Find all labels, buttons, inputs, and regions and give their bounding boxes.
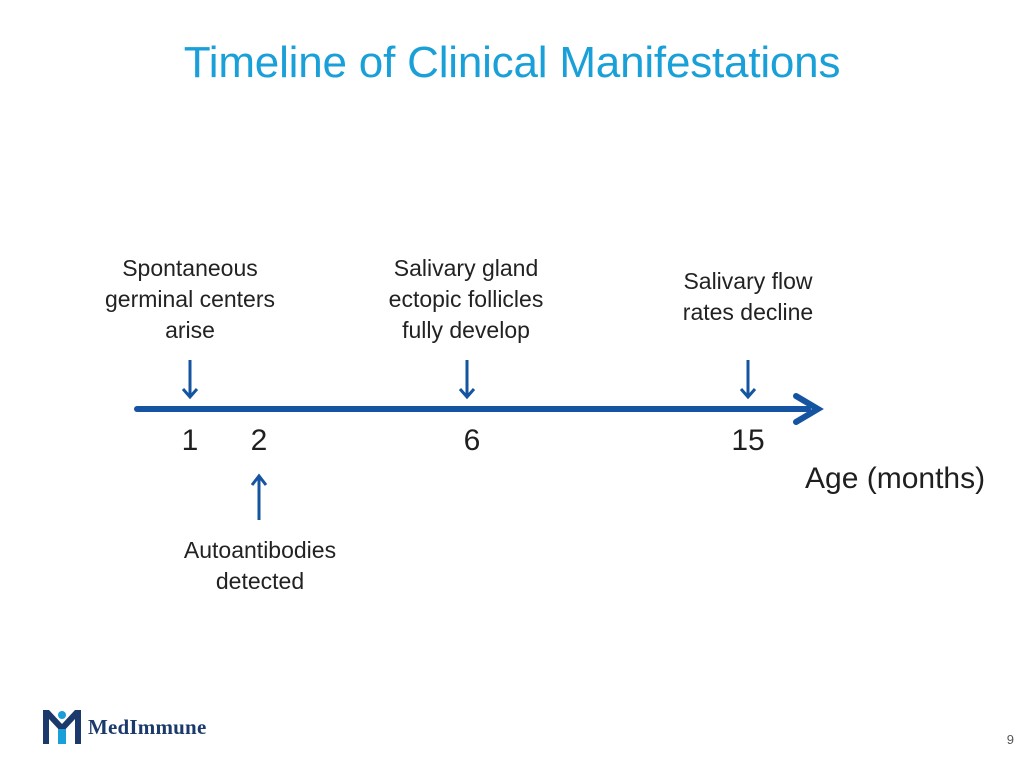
event-line: Spontaneous [122,255,258,281]
tick-label-6: 6 [463,424,481,457]
event-line: Salivary gland [393,255,539,281]
event-line: rates decline [682,299,814,325]
event-label-autoantibodies [160,535,360,597]
medimmune-logo-icon [42,707,82,747]
page-number: 9 [1006,732,1014,747]
tick-label-1: 1 [181,424,199,457]
event-arrow-month-15 [741,360,755,397]
slide-title: Timeline of Clinical Manifestations [183,38,841,87]
tick-label-15: 15 [731,424,765,457]
event-label-salivary-flow [648,266,848,328]
axis-label: Age (months) [805,462,986,495]
event-line: arise [165,317,215,343]
logo-wordmark: MedImmune [88,714,207,739]
event-line: ectopic follicles [388,286,544,312]
medimmune-logo [42,706,206,748]
event-line: germinal centers [104,286,276,312]
event-arrow-month-6 [460,360,474,397]
event-label-salivary-follicles [366,253,566,346]
tick-label-2: 2 [250,424,268,457]
event-line: fully develop [402,317,530,343]
event-line: detected [215,568,305,594]
event-label-germinal-centers [90,253,290,346]
event-arrow-month-2 [252,476,266,520]
event-arrow-month-1 [183,360,197,397]
event-line: Autoantibodies [183,537,337,563]
event-line: Salivary flow [683,268,813,294]
